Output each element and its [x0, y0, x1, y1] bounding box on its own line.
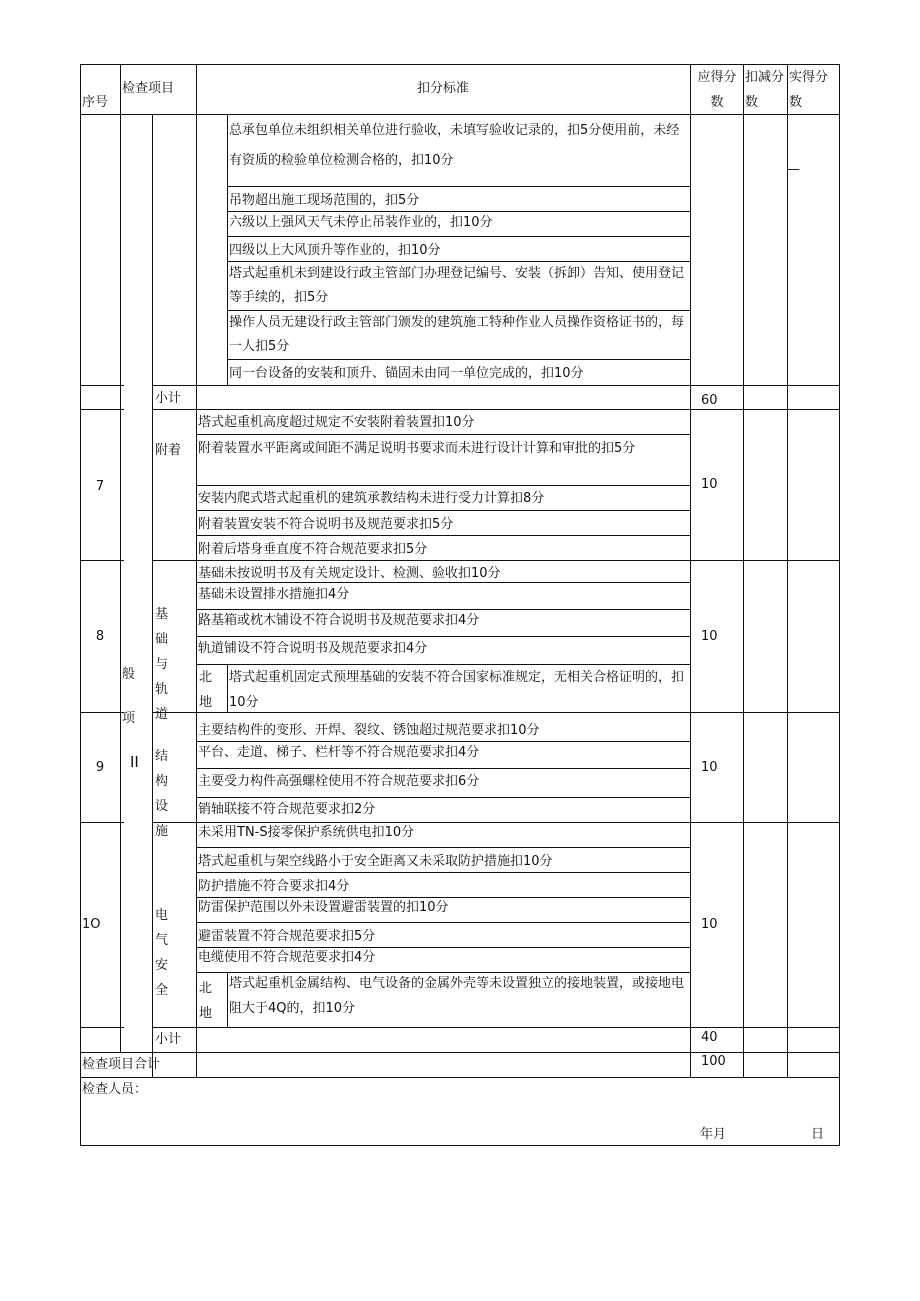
inspector-label: 检查人员： [82, 1082, 148, 1097]
group-label-general-char: 般 [122, 667, 136, 682]
prev-row-4: 四级以上大风顶升等作业的，扣10分 [229, 243, 441, 258]
section-9-row-4: 销轴联接不符合规范要求扣2分 [198, 802, 376, 817]
table-line [227, 972, 228, 1028]
table-line [80, 385, 124, 386]
section-7-name: 附着 [155, 443, 182, 458]
header-standard: 扣分标准 [416, 81, 469, 96]
table-line [80, 712, 124, 713]
table-line [227, 114, 228, 386]
inspection-table [80, 64, 840, 1146]
prev-row-3: 六级以上强风天气未停止吊装作业的，扣10分 [229, 215, 493, 230]
total-value: 100 [701, 1054, 726, 1069]
section-7-row-5: 附着后塔身垂直度不符合规范要求扣5分 [198, 542, 428, 557]
section-8-sub-row: 塔式起重机固定式预埋基础的安装不符合国家标准规定，无相关合格证明的，扣10分 [229, 670, 685, 710]
group-label-item-char: 项 [122, 711, 136, 726]
section-7-no: 7 [95, 479, 105, 494]
table-line [80, 1027, 124, 1028]
section-9-score: 10 [701, 760, 718, 775]
section-10-row-2: 塔式起重机与架空线路小于安全距离又未采取防护措施扣10分 [198, 854, 553, 869]
subtotal2-label: 小计 [155, 1032, 182, 1047]
table-line [787, 64, 788, 1078]
date-day: 日 [811, 1127, 825, 1142]
section-10-sub-label: 北地 [199, 981, 213, 1021]
prev-row-2: 吊物超出施工现场范围的，扣5分 [229, 193, 420, 208]
table-line [196, 922, 690, 923]
table-line [80, 560, 124, 561]
section-7-row-1: 塔式起重机高度超过规定不安装附着装置扣10分 [198, 415, 475, 430]
prev-dash: — [787, 162, 800, 177]
section-10-score: 10 [701, 917, 718, 932]
section-9-name: 结构设施 [155, 749, 178, 839]
subtotal2-value: 40 [701, 1030, 718, 1045]
section-7-row-4: 附着装置安装不符合说明书及规范要求扣5分 [198, 517, 454, 532]
header-item: 检查项目 [122, 81, 175, 96]
table-line [196, 847, 690, 848]
section-10-sub-row: 塔式起重机金属结构、电气设备的金属外壳等未设置独立的接地装置，或接地电阻大于4Q的，扣10分 [229, 976, 685, 1016]
table-line [120, 114, 121, 1053]
section-8-row-1: 基础未按说明书及有关规定设计、检测、验收扣10分 [198, 566, 501, 581]
table-line [120, 64, 121, 115]
section-7-score: 10 [701, 477, 718, 492]
date-year-month: 年月 [700, 1127, 727, 1142]
prev-row-1: 总承包单位未组织相关单位进行验收，未填写验收记录的，扣5分使用前，未经有资质的检验单位检测合格的，扣10分 [229, 123, 680, 168]
section-8-row-4: 轨道铺设不符合说明书及规范要求扣4分 [198, 641, 428, 656]
section-7-row-3: 安装内爬式塔式起重机的建筑承教结构未进行受力计算扣8分 [198, 491, 545, 506]
section-9-row-2: 平台、走道、梯子、栏杆等不符合规范要求扣4分 [198, 745, 480, 760]
header-seq: 序号 [82, 95, 109, 110]
section-8-row-3: 路基箱或枕木铺设不符合说明书及规范要求扣4分 [198, 613, 480, 628]
prev-row-5: 塔式起重机未到建设行政主管部门办理登记编号、安装（拆卸）告知、使用登记等手续的，扣5分 [229, 266, 685, 305]
table-line [227, 236, 690, 237]
section-10-row-6: 电缆使用不符合规范要求扣4分 [198, 950, 376, 965]
section-10-row-1: 未采用TN-S接零保护系统供电扣10分 [198, 825, 415, 840]
table-line [227, 359, 690, 360]
table-line [80, 409, 124, 410]
total-label: 检查项目合计 [82, 1057, 161, 1072]
table-line [196, 64, 197, 1078]
header-deduct-score: 扣减分数 [745, 70, 785, 110]
section-9-row-3: 主要受力构件高强螺栓使用不符合规范要求扣6分 [198, 774, 480, 789]
prev-row-7: 同一台设备的安装和顶升、锚固未由同一单位完成的，扣10分 [229, 366, 584, 381]
section-10-row-3: 防护措施不符合要求扣4分 [198, 879, 350, 894]
section-10-no: 1O [82, 917, 101, 932]
section-9-row-1: 主要结构件的变形、开焊、裂纹、锈蚀超过规范要求扣10分 [198, 723, 540, 738]
section-8-sub-label: 北地 [199, 670, 213, 710]
table-line [80, 64, 81, 1146]
section-9-no: 9 [95, 760, 105, 775]
section-8-no: 8 [95, 629, 105, 644]
subtotal-value: 60 [701, 393, 718, 408]
table-line [743, 64, 744, 1078]
header-due-score: 应得分数 [697, 70, 737, 110]
section-8-name: 基础与轨道 [155, 607, 178, 722]
table-line [227, 186, 690, 187]
table-line [690, 64, 691, 1078]
prev-row-6: 操作人员无建设行政主管部门颁发的建筑施工特种作业人员操作资格证书的，每一人扣5分 [229, 315, 685, 354]
section-8-row-2: 基础未设置排水措施扣4分 [198, 587, 350, 602]
section-10-row-5: 避雷装置不符合规范要求扣5分 [198, 929, 376, 944]
section-7-row-2: 附着装置水平距离或间距不满足说明书要求而未进行设计计算和审批的扣5分 [198, 441, 636, 456]
section-10-name: 电气安全 [155, 908, 178, 998]
section-8-score: 10 [701, 629, 718, 644]
header-actual-score: 实得分数 [789, 70, 829, 110]
group-label-roman: II [130, 753, 139, 771]
table-line [80, 822, 124, 823]
subtotal-label: 小计 [155, 391, 182, 406]
section-10-row-4: 防雷保护范围以外未设置避雷装置的扣10分 [198, 900, 449, 915]
table-line [152, 114, 153, 1078]
table-line [227, 664, 228, 712]
table-line [839, 64, 840, 1146]
